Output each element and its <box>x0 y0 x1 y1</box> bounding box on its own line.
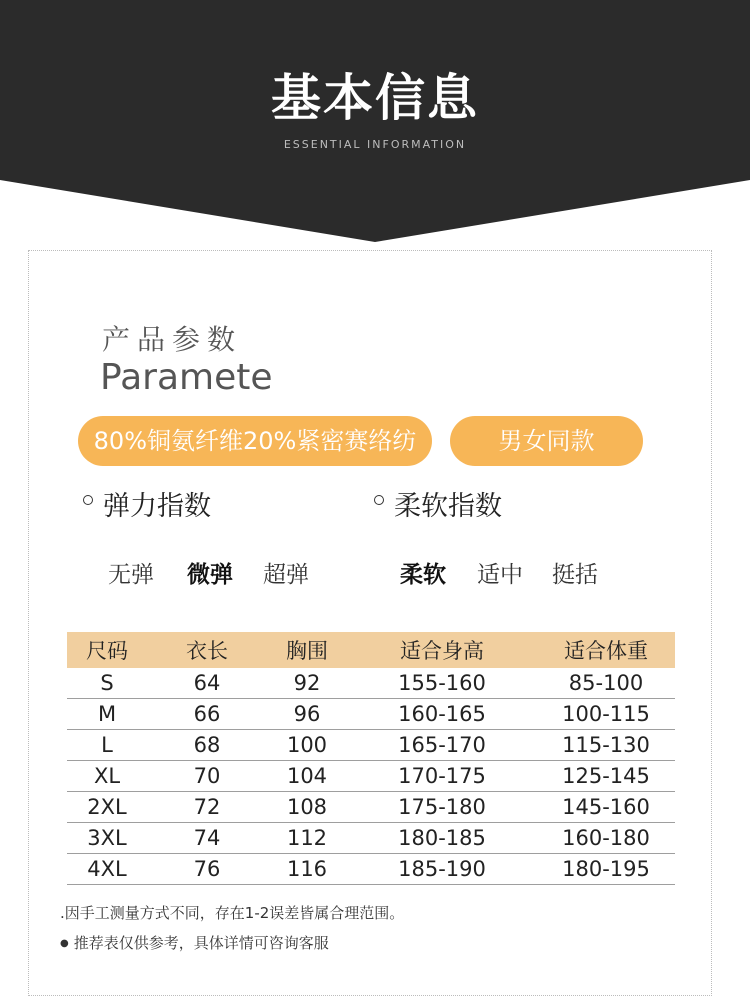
measurement-note: .因手工测量方式不同，存在1-2误差皆属合理范围。 <box>60 904 405 922</box>
weight-cell: 100-115 <box>537 699 675 730</box>
height-cell: 160-165 <box>347 699 537 730</box>
weight-cell: 160-180 <box>537 823 675 854</box>
length-cell: 66 <box>147 699 267 730</box>
chest-cell: 112 <box>267 823 347 854</box>
header-weight: 适合体重 <box>537 632 675 668</box>
chest-cell: 96 <box>267 699 347 730</box>
elasticity-index-title <box>83 490 211 524</box>
chest-cell: 100 <box>267 730 347 761</box>
chest-cell: 92 <box>267 668 347 699</box>
length-cell: 76 <box>147 854 267 885</box>
circle-bullet-icon <box>83 495 93 505</box>
elasticity-index-label: 弹力指数 <box>103 491 211 522</box>
height-cell: 165-170 <box>347 730 537 761</box>
size-cell: 4XL <box>67 854 147 885</box>
reference-note-text: 推荐表仅供参考，具体详情可咨询客服 <box>73 934 329 952</box>
table-row <box>67 668 675 699</box>
table-row <box>67 854 675 885</box>
header-size: 尺码 <box>67 632 147 668</box>
table-row <box>67 792 675 823</box>
height-cell: 170-175 <box>347 761 537 792</box>
length-cell: 64 <box>147 668 267 699</box>
length-cell: 74 <box>147 823 267 854</box>
chest-cell: 108 <box>267 792 347 823</box>
elasticity-option-high: 超弹 <box>263 562 309 588</box>
chest-cell: 104 <box>267 761 347 792</box>
material-tag: 80%铜氨纤维20%紧密赛络纺 <box>78 416 432 466</box>
size-cell: S <box>67 668 147 699</box>
softness-index-title <box>374 490 502 524</box>
height-cell: 180-185 <box>347 823 537 854</box>
softness-option-stiff: 挺括 <box>552 562 598 588</box>
softness-option-soft: 柔软 <box>400 562 446 588</box>
table-row <box>67 823 675 854</box>
table-row <box>67 761 675 792</box>
size-cell: 3XL <box>67 823 147 854</box>
reference-note <box>60 933 329 954</box>
weight-cell: 115-130 <box>537 730 675 761</box>
table-row <box>67 730 675 761</box>
height-cell: 175-180 <box>347 792 537 823</box>
weight-cell: 85-100 <box>537 668 675 699</box>
size-table-header <box>67 632 675 668</box>
height-cell: 185-190 <box>347 854 537 885</box>
size-table <box>67 632 675 885</box>
length-cell: 70 <box>147 761 267 792</box>
elasticity-option-none: 无弹 <box>108 562 154 588</box>
section-title-cn: 产品参数 <box>102 323 243 356</box>
header-height: 适合身高 <box>347 632 537 668</box>
page-subtitle: ESSENTIAL INFORMATION <box>283 138 467 151</box>
page-title: 基本信息 <box>271 69 479 127</box>
table-row <box>67 699 675 730</box>
header-chest: 胸围 <box>267 632 347 668</box>
header-length: 衣长 <box>147 632 267 668</box>
softness-index-label: 柔软指数 <box>394 491 502 522</box>
size-cell: XL <box>67 761 147 792</box>
softness-option-medium: 适中 <box>477 562 523 588</box>
weight-cell: 125-145 <box>537 761 675 792</box>
weight-cell: 180-195 <box>537 854 675 885</box>
bullet-dot-icon: ● <box>60 938 69 949</box>
circle-bullet-icon <box>374 495 384 505</box>
elasticity-option-slight: 微弹 <box>187 562 233 588</box>
chest-cell: 116 <box>267 854 347 885</box>
size-cell: 2XL <box>67 792 147 823</box>
height-cell: 155-160 <box>347 668 537 699</box>
section-title-en: Paramete <box>100 357 273 398</box>
length-cell: 68 <box>147 730 267 761</box>
weight-cell: 145-160 <box>537 792 675 823</box>
size-cell: M <box>67 699 147 730</box>
size-cell: L <box>67 730 147 761</box>
length-cell: 72 <box>147 792 267 823</box>
unisex-tag: 男女同款 <box>450 416 643 466</box>
